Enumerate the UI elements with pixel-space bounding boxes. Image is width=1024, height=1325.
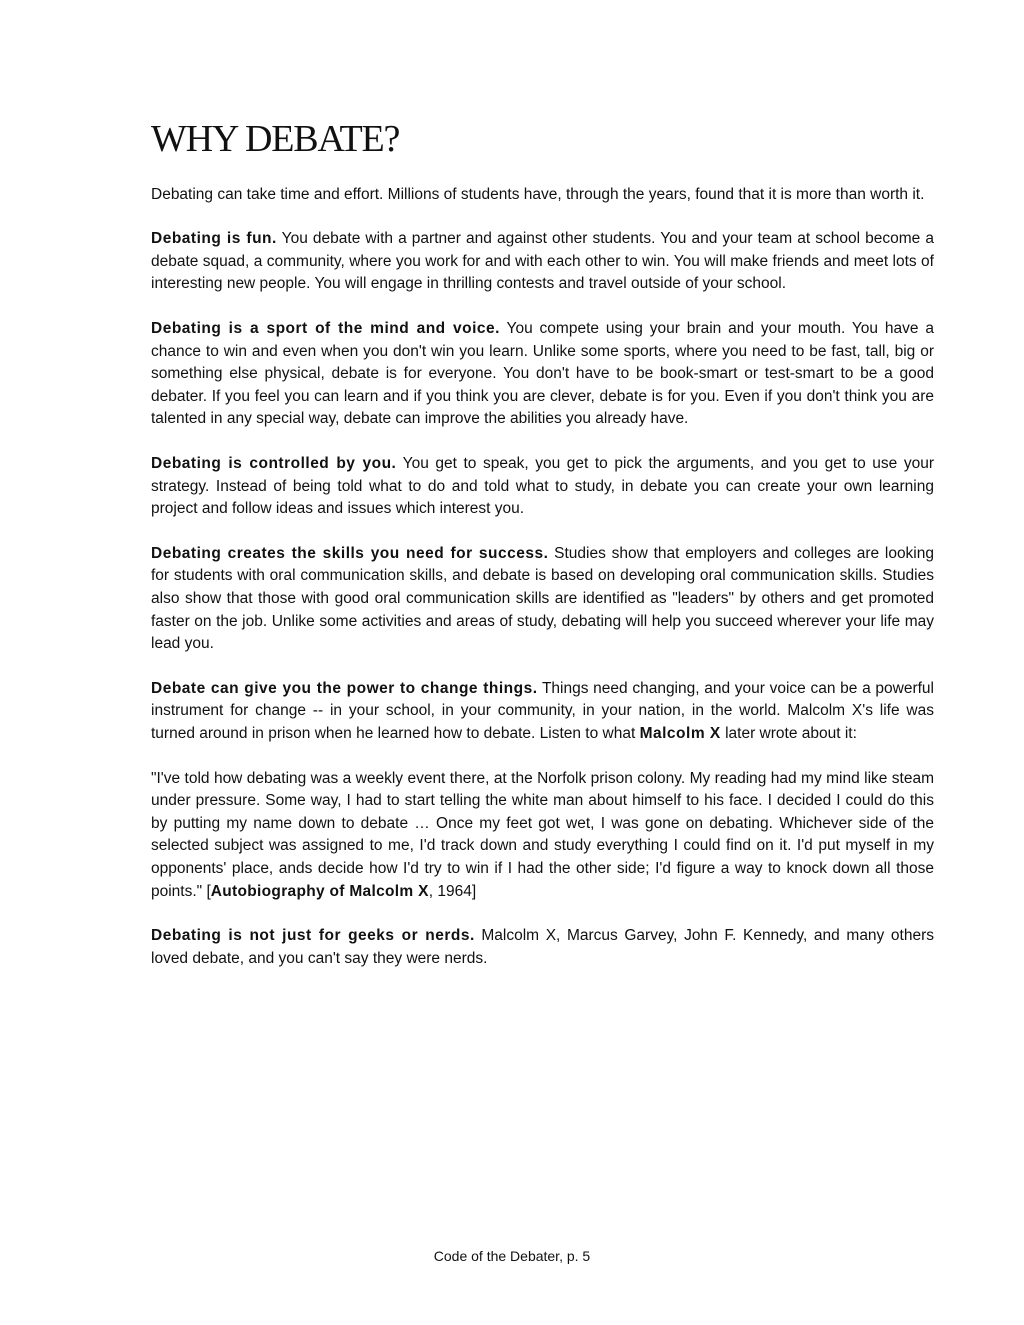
intro-paragraph: Debating can take time and effort. Millions of students have, through the years, found that it is more than worth it. (151, 185, 925, 203)
section-skills (151, 543, 934, 656)
section-body: You debate with a partner and against other students. You and your team at school become a debate squad, a community, where you work for and with each other to win. You will make friends and meet lots of interesting new people. You will engage in thrilling contests and travel outside of your school. (151, 230, 935, 293)
document-page (151, 118, 934, 992)
quote-text: "I've told how debating was a weekly event there, at the Norfolk prison colony. My reading had my mind like steam under pressure. Some way, I had to start telling the white man about himself to his face. I decided I could do this by putting my name down to debate … Once my feet got wet, I was gone on debating. Whichever side of the selected subject was assigned to me, I'd track down and study everything I could find on it. I'd put myself in my opponents' place, ands decide how I'd try to win if I had the other side; I'd figure a way to knock down all those points." [ (151, 769, 934, 900)
quote-source-year: , 1964] (428, 882, 477, 900)
section-heading: Debating is not just for geeks or nerds. (151, 927, 475, 945)
section-sport (151, 318, 934, 431)
quote-source: Autobiography of Malcolm X (210, 882, 429, 900)
section-heading: Debating creates the skills you need for success. (151, 544, 549, 562)
section-controlled (151, 453, 934, 521)
section-power (151, 678, 934, 746)
section-heading: Debate can give you the power to change things. (151, 679, 538, 697)
page-footer: Code of the Debater, p. 5 (433, 1248, 591, 1264)
page-title: WHY DEBATE? (151, 118, 400, 160)
section-heading: Debating is controlled by you. (151, 455, 397, 473)
section-body: Malcolm X, Marcus Garvey, John F. Kennedy, and many others loved debate, and you can't say they were nerds. (151, 927, 934, 967)
section-body-end: later wrote about it: (720, 724, 857, 742)
section-body: You compete using your brain and your mouth. You have a chance to win and even when you don't win you learn. Unlike some sports, where you need to be fast, tall, big or something else physical, debate is for everyone. You don't have to be book-smart or test-smart to be a good debater. If you feel you can learn and if you think you are clever, debate is for you. Even if you don't think you are talented in any special way, debate can improve the abilities you already have. (151, 320, 934, 428)
section-heading: Debating is fun. (151, 230, 277, 248)
section-body: You get to speak, you get to pick the arguments, and you get to use your strategy. Instead of being told what to do and told what to study, in debate you can create your own learning project and follow ideas and issues which interest you. (151, 455, 934, 518)
section-heading: Debating is a sport of the mind and voice. (151, 320, 500, 338)
section-closing (151, 925, 934, 970)
section-body: Things need changing, and your voice can be a powerful instrument for change -- in your school, in your community, in your nation, in the world. Malcolm X's life was turned around in prison when he learned how to debate. Listen to what (151, 679, 934, 742)
malcolm-x-name: Malcolm X (639, 724, 721, 742)
malcolm-x-quote (151, 768, 934, 904)
section-body: Studies show that employers and colleges are looking for students with oral communication skills, and debate is based on developing oral communication skills. Studies also show that those with good oral communication skills are identified as "leaders" by others and get promoted faster on the job. Unlike some activities and areas of study, debating will help you succeed wherever your life may lead you. (151, 544, 934, 653)
section-fun (151, 228, 934, 296)
